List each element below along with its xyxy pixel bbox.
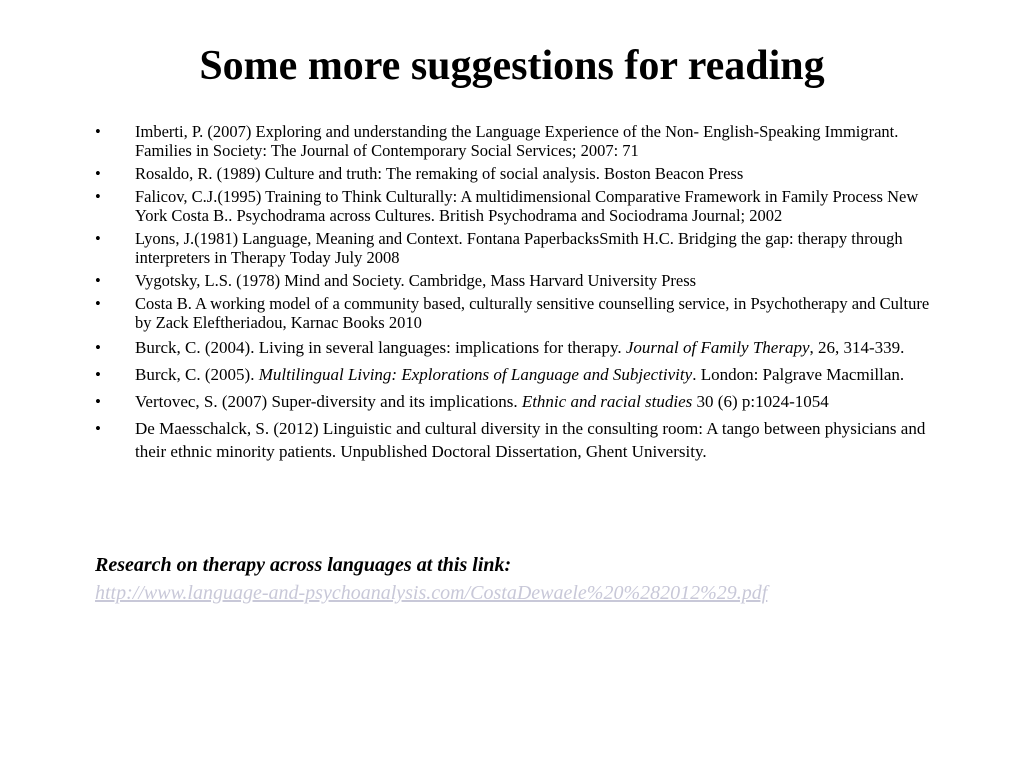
journal-title: Ethnic and racial studies [521, 392, 693, 411]
reference-text: Imberti, P. (2007) Exploring and understanding the Language Experience of the Non- English-Speaking Immigrant. Families in Society: The Journal of Contemporary Social Services; 2007: 71 [135, 122, 899, 160]
reference-text: Costa B. A working model of a community based, culturally sensitive counselling service, in Psychotherapy and Culture by Zack Eleftheriadou, Karnac Books 2010 [135, 294, 930, 332]
bullet-icon: • [95, 122, 101, 141]
research-link[interactable]: http://www.language-and-psychoanalysis.com/CostaDewaele%20%282012%29.pdf [95, 582, 768, 604]
book-title: Multilingual Living: Explorations of Language and Subjectivity [258, 365, 693, 384]
reference-item-burck-2005 [95, 363, 947, 386]
bullet-icon: • [95, 365, 101, 384]
reference-item-vygotsky [95, 271, 947, 290]
reference-list [95, 122, 947, 467]
reference-text: Vygotsky, L.S. (1978) Mind and Society. Cambridge, Mass Harvard University Press [135, 271, 697, 290]
bullet-icon: • [95, 392, 101, 411]
reference-text: Rosaldo, R. (1989) Culture and truth: The remaking of social analysis. Boston Beacon Press [135, 164, 744, 183]
reference-item-de-maesschalck [95, 417, 947, 463]
bullet-icon: • [95, 271, 101, 290]
reference-item-imberti [95, 122, 947, 160]
bullet-icon: • [95, 187, 101, 206]
reference-text: Burck, C. (2004). Living in several languages: implications for therapy. Journal of Family Therapy, 26, 314-339. [135, 338, 905, 357]
reference-item-lyons [95, 229, 947, 267]
reference-item-rosaldo [95, 164, 947, 183]
reference-item-vertovec [95, 390, 947, 413]
reference-text: Falicov, C.J.(1995) Training to Think Culturally: A multidimensional Comparative Framework in Family Process New York Costa B.. Psychodrama across Cultures. British Psychodrama and Sociodrama Journal; 2002 [135, 187, 919, 225]
reference-item-burck-2004 [95, 336, 947, 359]
bullet-icon: • [95, 164, 101, 183]
bullet-icon: • [95, 338, 101, 357]
journal-title: Journal of Family Therapy [625, 338, 810, 357]
reference-text: Burck, C. (2005). Multilingual Living: Explorations of Language and Subjectivity. London: Palgrave Macmillan. [135, 365, 905, 384]
reference-text: Lyons, J.(1981) Language, Meaning and Context. Fontana PaperbacksSmith H.C. Bridging the gap: therapy through interpreters in Therapy Today July 2008 [135, 229, 903, 267]
reference-text: Vertovec, S. (2007) Super-diversity and its implications. Ethnic and racial studies 30 (6) p:1024-1054 [135, 392, 829, 411]
reference-item-costa [95, 294, 947, 332]
bullet-icon: • [95, 419, 101, 438]
bullet-icon: • [95, 229, 101, 248]
reference-text: De Maesschalck, S. (2012) Linguistic and cultural diversity in the consulting room: A tango between physicians and their ethnic minority patients. Unpublished Doctoral Dissertation, Ghent University. [135, 419, 926, 461]
bullet-icon: • [95, 294, 101, 313]
reference-item-falicov [95, 187, 947, 225]
slide-title: Some more suggestions for reading [199, 43, 825, 89]
research-heading: Research on therapy across languages at this link: [95, 554, 512, 576]
